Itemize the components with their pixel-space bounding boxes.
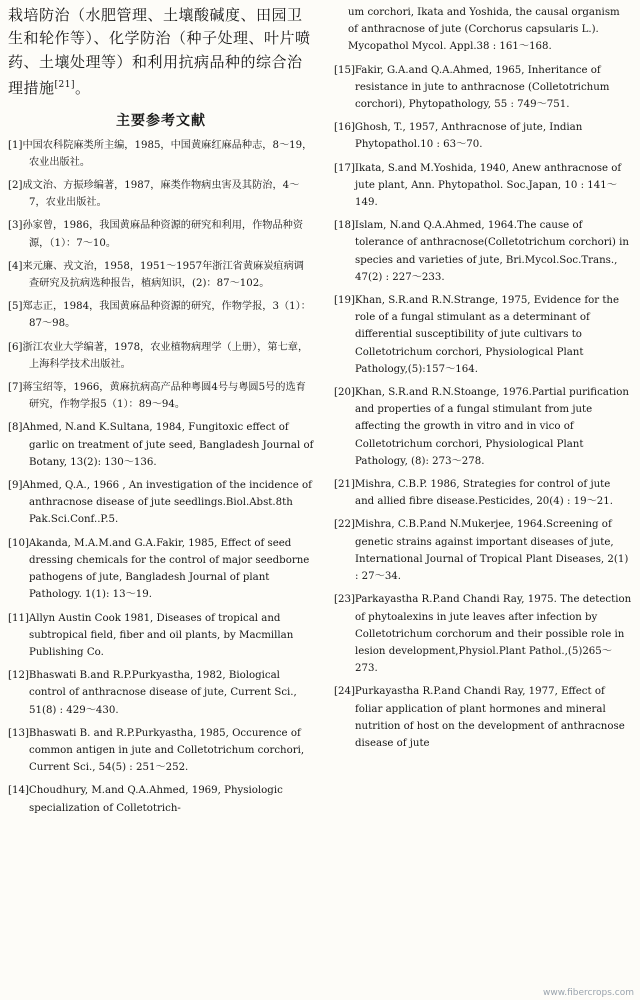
reference-text: Akanda, M.A.M.and G.A.Fakir, 1985, Effect of seed dressing chemicals for the control of major seedborne pathogens of jute, Bangladesh Journal of plant Pathology. 1(1): 13～19.: [28, 537, 310, 601]
reference-text: Allyn Austin Cook 1981, Diseases of tropical and subtropical field, fiber and oil plants, by Macmillan Publishing Co.: [28, 612, 294, 658]
reference-entry: [334, 591, 632, 677]
references-list-left: [8, 137, 314, 817]
left-column: [8, 4, 314, 823]
reference-entry: [8, 725, 314, 777]
reference-text: 郑志正，1984，我国黄麻品种资源的研究，作物学报，3（1）：87～98。: [22, 301, 311, 330]
reference-entry: [8, 177, 314, 211]
reference-text: 来元廉、戎文治，1958，1951～1957年浙江省黄麻炭疽病调查研究及抗病选种报告，植病知识，(2)：87～102。: [22, 260, 304, 290]
reference-entry: [8, 339, 314, 373]
reference-entry: [8, 258, 314, 292]
reference-text: Bhaswati B.and R.P.Purkyastha, 1982, Biological control of anthracnose disease of jute, Current Sci., 51(8) : 429～430.: [28, 670, 297, 716]
references-heading: 主要参考文献: [116, 112, 206, 129]
reference-entry: [8, 419, 314, 471]
reference-entry: [8, 298, 314, 332]
reference-entry: [334, 384, 632, 470]
intro-end: 。: [75, 79, 91, 98]
reference-number: [10]: [8, 537, 29, 549]
intro-text: 栽培防治（水肥管理、土壤酸碱度、田园卫生和轮作等）、化学防治（种子处理、叶片喷药、土壤处理等）和利用抗病品种的综合治理措施: [8, 6, 311, 98]
reference-number: [3]: [8, 220, 23, 232]
reference-text: Ghosh, T., 1957, Anthracnose of jute, Indian Phytopathol.10 : 63～70.: [354, 122, 583, 151]
reference-entry: [8, 535, 314, 604]
reference-number: [13]: [8, 727, 29, 739]
reference-number: [12]: [8, 670, 29, 682]
reference-number: [8]: [8, 422, 23, 434]
reference-number: [1]: [8, 139, 23, 151]
reference-text: 成文治、方振珍编著，1987，麻类作物病虫害及其防治，4～7，农业出版社。: [22, 180, 300, 209]
reference-number: [24]: [334, 686, 355, 698]
right-column: [334, 4, 632, 758]
reference-number: [11]: [8, 612, 29, 624]
reference-text: Khan, S.R.and R.N.Stoange, 1976.Partial purification and properties of a fungal stimulant from jute affecting the growth in vitro and in vico of Colletotrichum corchori, Physiological Plant Pathology, (8): 273～278.: [354, 387, 629, 467]
reference-entry: [8, 137, 314, 171]
reference-text: Purkayastha R.P.and Chandi Ray, 1977, Effect of foliar application of plant hormones and mineral nutrition of host on the development of anthracnose disease of jute: [354, 686, 625, 749]
reference-text: 中国农科院麻类所主编，1985，中国黄麻红麻品种志，8～19，农业出版社。: [22, 139, 313, 168]
watermark: www.fibercrops.com: [543, 988, 634, 998]
reference-entry: [334, 119, 632, 153]
reference-entry: [334, 292, 632, 378]
reference-text: Mishra, C.B.P. 1986, Strategies for control of jute and allied fibre disease.Pesticides, 20(4) : 19～21.: [354, 479, 613, 508]
reference-text: Bhaswati B. and R.P.Purkyastha, 1985, Occurence of common antigen in jute and Colletotrichum corchori, Current Sci., 54(5) : 251～252.: [28, 727, 305, 774]
reference-number: [4]: [8, 260, 23, 272]
reference-text: 蒋宝绍等，1966，黄麻抗病高产品种粤圆4号与粤圆5号的选育研究，作物学报5（1）：89～94。: [22, 382, 306, 411]
reference-text: Mishra, C.B.P.and N.Mukerjee, 1964.Screening of genetic strains against important diseases of jute, International Journal of Tropical Plant Diseases, 2(1) : 27～34.: [354, 519, 629, 583]
reference-number: [20]: [334, 387, 355, 399]
reference-text: Ahmed, Q.A., 1966 , An investigation of the incidence of anthracnose disease of jute seedlings.Biol.Abst.8th Pak.Sci.Conf..P.5.: [22, 480, 312, 526]
reference-number: [19]: [334, 295, 355, 307]
reference-entry: [8, 477, 314, 529]
reference-text: Parkayastha R.P.and Chandi Ray, 1975. The detection of phytoalexins in jute leaves after infection by Colletotrichum corchorum and their possible role in lesion development,Physiol.Plant Pathol.,(5)265～273.: [354, 594, 632, 675]
reference-number: [9]: [8, 480, 23, 492]
reference-text: Islam, N.and Q.A.Ahmed, 1964.The cause of tolerance of anthracnose(Colletotrichum corchori) in species and varieties of jute, Bri.Mycol.Soc.Trans., 47(2) : 227～233.: [354, 220, 629, 283]
reference-entry: [334, 683, 632, 752]
reference-text: Choudhury, M.and Q.A.Ahmed, 1969, Physiologic specialization of Colletotrich-: [28, 785, 283, 814]
reference-text: 浙江农业大学编著，1978，农业植物病理学（上册），第七章，上海科学技术出版社。: [22, 341, 309, 370]
reference-number: [17]: [334, 162, 355, 174]
reference-entry: [8, 782, 314, 816]
reference-number: [14]: [8, 785, 29, 797]
reference-number: [15]: [334, 64, 355, 76]
reference-entry: [8, 379, 314, 413]
reference-entry: [8, 610, 314, 662]
reference-text: Fakir, G.A.and Q.A.Ahmed, 1965, Inheritance of resistance in jute to anthracnose (Colletotrichum corchori), Phytopathology, 55 : 749～751.: [354, 64, 610, 111]
reference-entry: [334, 476, 632, 510]
intro-citation: [21]: [54, 80, 75, 91]
reference-entry: [334, 62, 632, 114]
reference-number: [6]: [8, 341, 23, 353]
reference-number: [23]: [334, 594, 355, 606]
reference-entry: [334, 217, 632, 286]
reference-text: Ikata, S.and M.Yoshida, 1940, Anew anthracnose of jute plant, Ann. Phytopathol. Soc.Japan, 10 : 141～149.: [354, 162, 622, 209]
reference-number: [21]: [334, 479, 355, 491]
reference-entry: [334, 160, 632, 212]
reference-number: [16]: [334, 122, 355, 134]
reference-text: Ahmed, N.and K.Sultana, 1984, Fungitoxic effect of garlic on treatment of jute seed, Bangladesh Journal of Botany, 13(2): 130～136.: [22, 422, 314, 468]
reference-continuation: um corchori, Ikata and Yoshida, the causal organism of anthracnose of jute (Corchorus capsularis L.). Mycopathol Mycol. Appl.38 : 161～168.: [348, 7, 620, 53]
reference-number: [5]: [8, 301, 23, 313]
reference-number: [2]: [8, 180, 23, 192]
reference-number: [7]: [8, 382, 23, 394]
references-list-right: [334, 62, 632, 753]
intro-paragraph: [8, 4, 314, 101]
reference-text: Khan, S.R.and R.N.Strange, 1975, Evidence for the role of a fungal stimulant as a determinant of differential susceptibility of jute cultivars to Colletotrichum corchori, Physiological Plant Pathology,(5):157～164.: [354, 295, 620, 375]
reference-number: [18]: [334, 220, 355, 232]
reference-number: [22]: [334, 519, 355, 531]
reference-entry: [8, 667, 314, 719]
reference-entry: [8, 217, 314, 251]
reference-text: 孙家曾，1986，我国黄麻品种资源的研究和利用，作物品种资源，（1）：7～10。: [22, 220, 304, 249]
reference-entry: [334, 516, 632, 585]
